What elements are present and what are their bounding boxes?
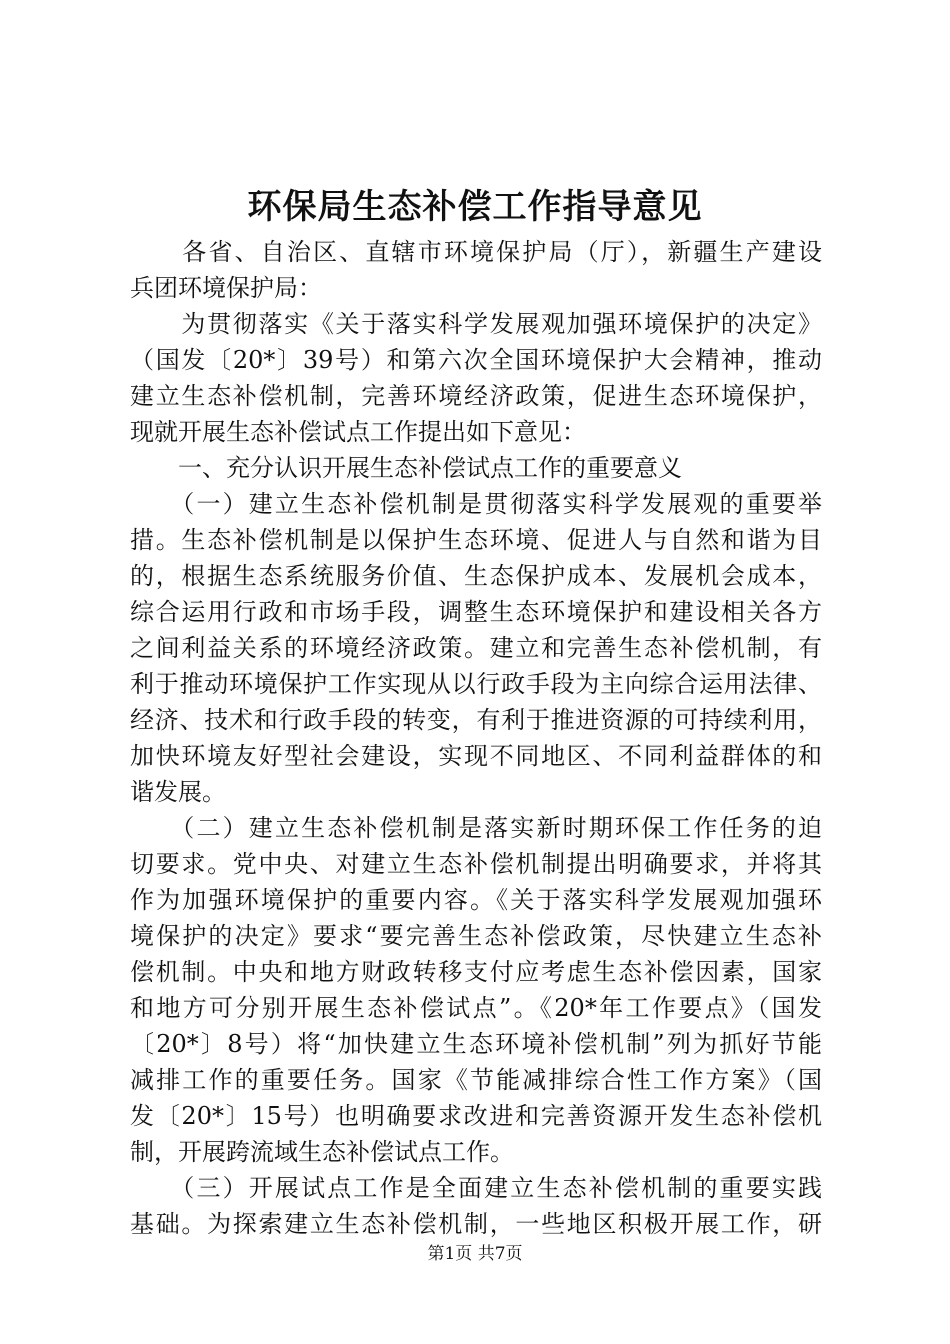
body-line: （二）建立生态补偿机制是落实新时期环保工作任务的迫 [130, 814, 822, 842]
body-line: 现就开展生态补偿试点工作提出如下意见： [130, 418, 586, 446]
body-line: 切要求。党中央、对建立生态补偿机制提出明确要求，并将其 [130, 850, 822, 878]
body-line: 减排工作的重要任务。国家《节能减排综合性工作方案》（国 [130, 1066, 822, 1094]
body-line: 经济、技术和行政手段的转变，有利于推进资源的可持续利用， [130, 706, 822, 734]
body-line: 基础。为探索建立生态补偿机制，一些地区积极开展工作，研 [130, 1210, 822, 1238]
body-line: 加快环境友好型社会建设，实现不同地区、不同利益群体的和 [130, 742, 822, 770]
body-line: 的，根据生态系统服务价值、生态保护成本、发展机会成本， [130, 562, 822, 590]
body-line: 和地方可分别开展生态补偿试点”。《20*年工作要点》（国发 [130, 994, 822, 1022]
body-line: （一）建立生态补偿机制是贯彻落实科学发展观的重要举 [130, 490, 822, 518]
body-line: 偿机制。中央和地方财政转移支付应考虑生态补偿因素，国家 [130, 958, 822, 986]
body-line: 谐发展。 [130, 778, 226, 806]
body-line: （国发〔20*〕39号）和第六次全国环境保护大会精神，推动 [130, 346, 822, 374]
body-line: 境保护的决定》要求“要完善生态补偿政策，尽快建立生态补 [130, 922, 822, 950]
body-line: 综合运用行政和市场手段，调整生态环境保护和建设相关各方 [130, 598, 822, 626]
document-title: 环保局生态补偿工作指导意见 [247, 187, 703, 227]
body-line: 为贯彻落实《关于落实科学发展观加强环境保护的决定》 [130, 310, 822, 338]
page-indicator: 第1页 共7页 [427, 1244, 523, 1264]
body-line: 措。生态补偿机制是以保护生态环境、促进人与自然和谐为目 [130, 526, 822, 554]
body-line: 兵团环境保护局： [130, 274, 322, 302]
body-line: 发〔20*〕15号）也明确要求改进和完善资源开发生态补偿机 [130, 1102, 822, 1130]
body-line: 制，开展跨流域生态补偿试点工作。 [130, 1138, 514, 1166]
body-line: 建立生态补偿机制，完善环境经济政策，促进生态环境保护， [130, 382, 822, 410]
body-line: 之间利益关系的环境经济政策。建立和完善生态补偿机制，有 [130, 634, 822, 662]
body-line: 利于推动环境保护工作实现从以行政手段为主向综合运用法律、 [130, 670, 822, 698]
section-heading: 一、充分认识开展生态补偿试点工作的重要意义 [130, 454, 682, 482]
body-line: 各省、自治区、直辖市环境保护局（厅），新疆生产建设 [130, 238, 822, 266]
body-line: （三）开展试点工作是全面建立生态补偿机制的重要实践 [130, 1174, 822, 1202]
body-line: 作为加强环境保护的重要内容。《关于落实科学发展观加强环 [130, 886, 822, 914]
body-line: 〔20*〕8号）将“加快建立生态环境补偿机制”列为抓好节能 [130, 1030, 822, 1058]
